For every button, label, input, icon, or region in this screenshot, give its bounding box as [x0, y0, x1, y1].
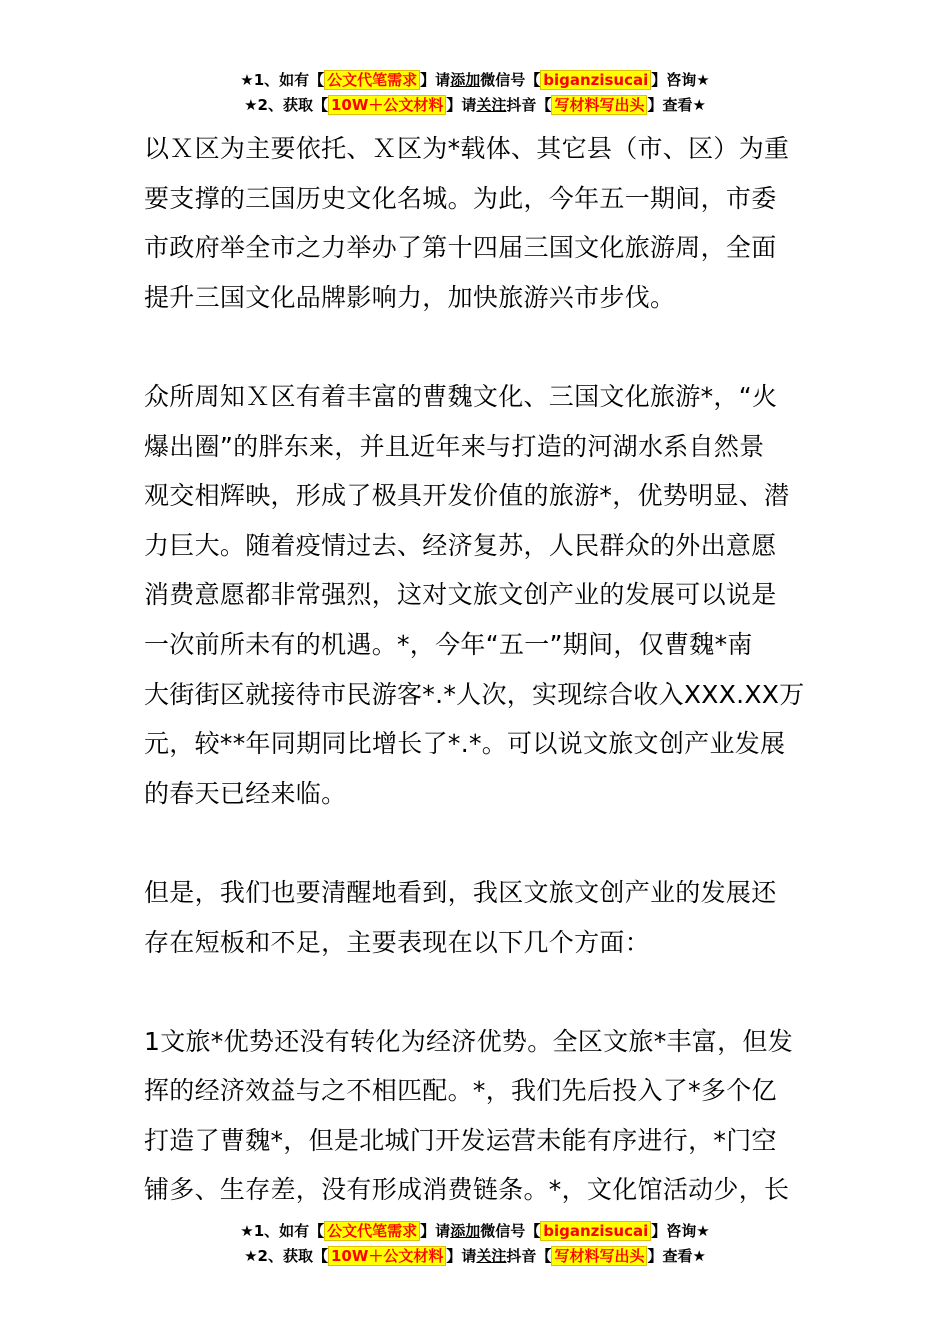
- highlight-materials: 10W＋公文材料: [328, 95, 446, 115]
- text-line: 打造了曹魏*，但是北城门开发运营未能有序进行，*门空: [144, 1125, 777, 1155]
- footer-promo-banner: [0, 1219, 950, 1269]
- text-line: 市政府举全市之力举办了第十四届三国文化旅游周，全面: [144, 233, 777, 263]
- promo-line-1: ★1、如有【 公文代笔需求 】请添加微信号【 biganzisucai 】咨询★: [240, 1222, 710, 1240]
- text-line: 但是，我们也要清醒地看到，我区文旅文创产业的发展还: [144, 877, 777, 907]
- highlight-materials: 10W＋公文材料: [328, 1246, 446, 1266]
- highlight-service: 公文代笔需求: [324, 70, 420, 90]
- promo-line-2: ★2、获取【 10W＋公文材料 】请关注抖音【 写材料写出头 】查看★: [244, 96, 706, 114]
- text-line: 的春天已经来临。: [144, 778, 347, 808]
- highlight-wechat-id: biganzisucai: [540, 70, 651, 90]
- text-line: 存在短板和不足，主要表现在以下几个方面：: [144, 927, 651, 957]
- text-line: 以Ｘ区为主要依托、Ｘ区为*载体、其它县（市、区）为重: [144, 134, 790, 163]
- text-line: 挥的经济效益与之不相匹配。*，我们先后投入了*多个亿: [144, 1076, 777, 1106]
- promo-line-2: ★2、获取【 10W＋公文材料 】请关注抖音【 写材料写出头 】查看★: [244, 1247, 706, 1265]
- text-line: 1文旅*优势还没有转化为经济优势。全区文旅*丰富，但发: [144, 1026, 794, 1056]
- text-line: 提升三国文化品牌影响力，加快旅游兴市步伐。: [144, 282, 676, 312]
- promo-line-1: ★1、如有【 公文代笔需求 】请添加微信号【 biganzisucai 】咨询★: [240, 71, 710, 89]
- text-line: 众所周知Ｘ区有着丰富的曹魏文化、三国文化旅游*，“火: [144, 381, 778, 411]
- highlight-wechat-id: biganzisucai: [540, 1221, 651, 1241]
- text-line: 元，较**年同期同比增长了*.*。可以说文旅文创产业发展: [144, 729, 786, 759]
- paragraph-1: [144, 124, 810, 322]
- text-line: 观交相辉映，形成了极具开发价值的旅游*，优势明显、潜: [144, 481, 790, 511]
- paragraph-3: [144, 868, 810, 967]
- text-line: 铺多、生存差，没有形成消费链条。*，文化馆活动少，长: [144, 1175, 790, 1205]
- text-line: 大街街区就接待市民游客*.*人次，实现综合收入XXX.XX万: [144, 679, 805, 709]
- text-line: 力巨大。随着疫情过去、经济复苏，人民群众的外出意愿: [144, 530, 777, 560]
- text-line: 消费意愿都非常强烈，这对文旅文创产业的发展可以说是: [144, 580, 777, 610]
- paragraph-2: [144, 372, 810, 818]
- header-promo-banner: [0, 68, 950, 118]
- highlight-douyin: 写材料写出头: [551, 1246, 647, 1266]
- highlight-service: 公文代笔需求: [324, 1221, 420, 1241]
- text-line: 要支撑的三国历史文化名城。为此，今年五一期间，市委: [144, 183, 777, 213]
- paragraph-gap: [144, 322, 810, 372]
- text-line: 爆出圈”的胖东来，并且近年来与打造的河湖水系自然景: [144, 431, 765, 461]
- paragraph-4: [144, 1017, 810, 1215]
- document-body: [144, 124, 810, 1215]
- highlight-douyin: 写材料写出头: [551, 95, 647, 115]
- paragraph-gap: [144, 967, 810, 1017]
- text-line: 一次前所未有的机遇。*，今年“五一”期间，仅曹魏*南: [144, 629, 753, 659]
- paragraph-gap: [144, 818, 810, 868]
